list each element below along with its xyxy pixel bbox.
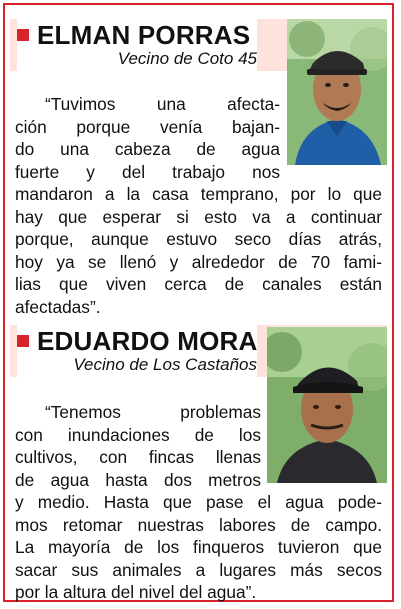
quote-line: do una cabeza de agua — [15, 139, 280, 160]
quote-line: “Tuvimos una afecta- — [45, 94, 280, 114]
quote-line: mos retomar nuestras labores de campo. — [15, 514, 382, 535]
portrait-photo-icon — [287, 19, 387, 165]
interview-quote — [15, 401, 261, 491]
interview-quote-continued — [15, 491, 382, 604]
portrait-photo-icon — [267, 327, 387, 483]
quote-line: cultivos, con fincas llenas — [15, 447, 261, 468]
article-box — [3, 3, 394, 602]
interviewee-role: Vecino de Coto 45 — [117, 49, 257, 68]
quote-line: con inundaciones de los — [15, 424, 261, 445]
interviewee-name — [17, 21, 250, 49]
interviewee-name-text: ELMAN PORRAS — [37, 20, 251, 50]
quote-line: porque, aunque estuvo seco días atrás, — [15, 229, 382, 250]
quote-line: La mayoría de los finqueros tuvieron que — [15, 537, 382, 558]
bullet-square-icon — [17, 29, 29, 41]
quote-line: de agua hasta dos metros — [15, 469, 261, 490]
interviewee-header — [17, 19, 257, 71]
interviewee-role: Vecino de Los Castaños — [73, 355, 257, 374]
bullet-square-icon — [17, 335, 29, 347]
quote-line: hay que esperar si esto va a continuar — [15, 206, 382, 227]
quote-line: afectadas”. — [15, 296, 101, 317]
quote-line: fuerte y del trabajo nos — [15, 161, 280, 182]
quote-line: ción porque venía bajan- — [15, 116, 280, 137]
quote-line: mandaron a la casa temprano, por lo que — [15, 184, 382, 204]
quote-line: sacar sus animales a lugares más secos — [15, 559, 382, 580]
interviewee-name — [17, 327, 258, 355]
quote-line: y medio. Hasta que pase el agua pode- — [15, 492, 382, 512]
interviewee-name-text: EDUARDO MORA — [37, 326, 258, 356]
quote-line: “Tenemos problemas — [45, 402, 261, 422]
quote-line: lias que viven cerca de canales están — [15, 274, 382, 295]
interviewee-header — [17, 325, 257, 377]
quote-line: por la altura del nivel del agua”. — [15, 582, 257, 603]
quote-line: hoy ya se llenó y alrededor de 70 fami- — [15, 251, 382, 272]
interview-quote-continued — [15, 183, 382, 319]
interview-quote — [15, 93, 280, 183]
